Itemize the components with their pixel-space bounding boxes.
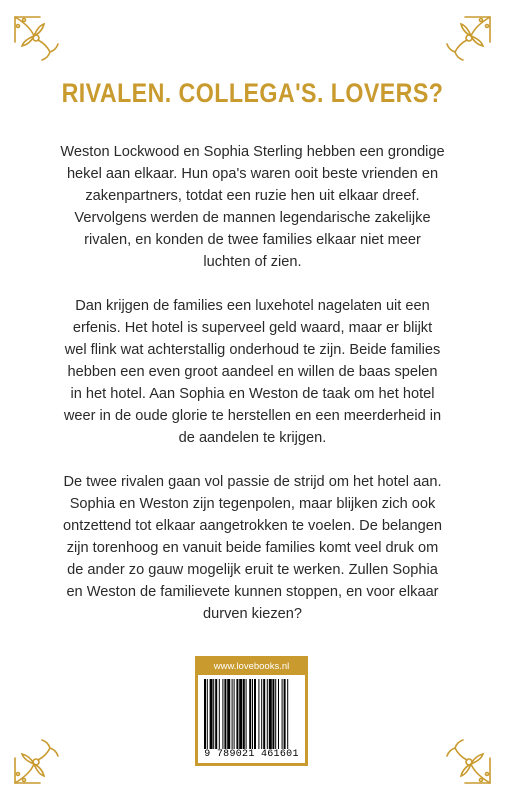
corner-ornament-top-left [12,14,62,64]
blurb-paragraph-1: Weston Lockwood en Sophia Sterling hebben een grondige hekel aan elkaar. Hun opa's waren ooit beste vrienden en zakenpartners, totdat een ruzie hen uit elkaar dreef. Vervolgens werden de mannen legendarische zakelijke rivalen, en konden de twee families elkaar niet meer luchten of zien. [60,144,445,270]
barcode-box [195,656,308,766]
blurb [60,141,445,647]
corner-ornament-top-right [443,14,493,64]
isbn-number: 9 789021 461601 [204,749,299,760]
blurb-paragraph-3: De twee rivalen gaan vol passie de strijd om het hotel aan. Sophia en Weston zijn tegenpolen, maar blijken zich ook ontzettend tot elkaar aangetrokken te voelen. De belangen zijn torenhoog en vanuit beide families komt veel druk om de ander zo gauw mogelijk eruit te werken. Zullen Sophia en Weston de familievete kunnen stoppen, en voor elkaar durven kiezen? [63,474,442,622]
publisher-url: www.lovebooks.nl [198,659,305,675]
fleur-de-lis-corner-ornament-icon [12,14,62,64]
blurb-paragraph-2: Dan krijgen de families een luxehotel nagelaten uit een erfenis. Het hotel is superveel geld waard, maar er blijkt wel flink wat achterstallig onderhoud te zijn. Beide families hebben een even groot aandeel en willen de baas spelen in het hotel. Aan Sophia en Weston de taak om het hotel weer in de oude glorie te herstellen en een meerderheid in de aandelen te krijgen. [63,298,442,446]
corner-ornament-bottom-left [12,736,62,786]
fleur-de-lis-corner-ornament-icon [12,736,62,786]
barcode-icon [201,679,302,749]
headline: RIVALEN. COLLEGA'S. LOVERS? [61,78,444,108]
fleur-de-lis-corner-ornament-icon [443,14,493,64]
fleur-de-lis-corner-ornament-icon [443,736,493,786]
corner-ornament-bottom-right [443,736,493,786]
